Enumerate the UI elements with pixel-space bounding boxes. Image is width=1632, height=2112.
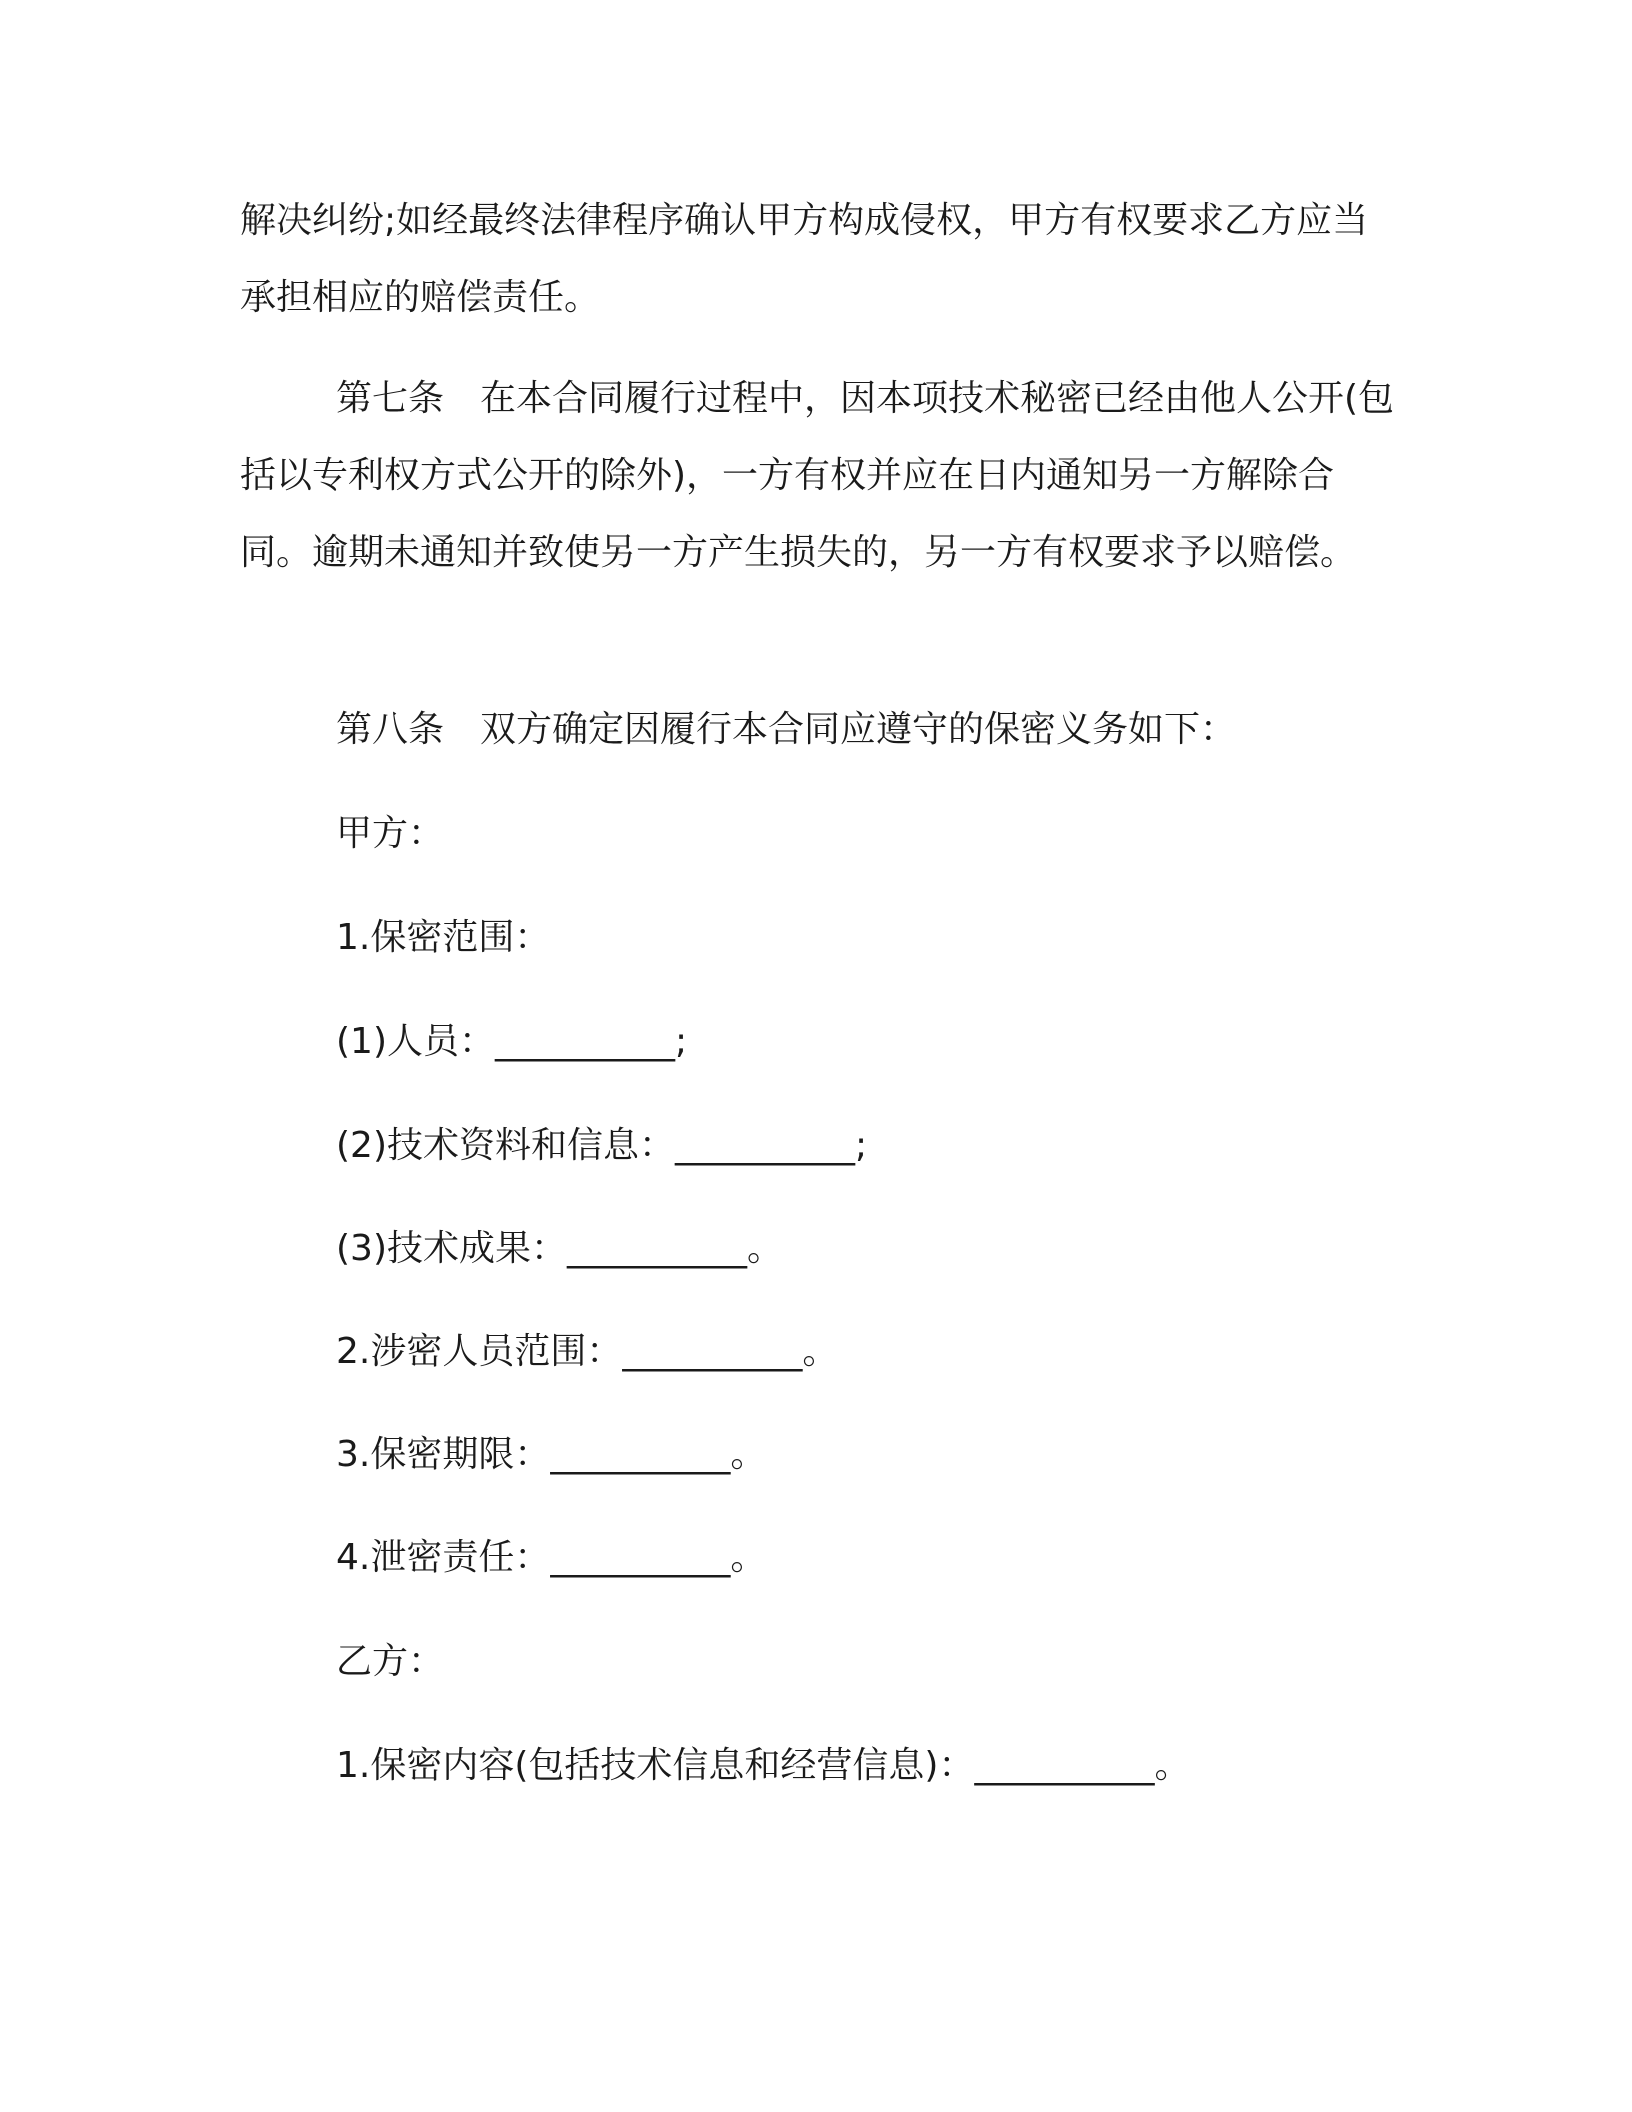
list-item: 1.保密范围： (336, 917, 551, 958)
list-item: 1.保密内容(包括技术信息和经营信息)：__________。 (336, 1745, 1191, 1786)
party-b-label: 乙方： (336, 1641, 445, 1682)
list-item: (3)技术成果：__________。 (336, 1228, 783, 1269)
list-item: 2.涉密人员范围：__________。 (336, 1331, 839, 1372)
list-item: (2)技术资料和信息：__________; (336, 1125, 868, 1166)
paragraph-article-7: 第七条 在本合同履行过程中，因本项技术秘密已经由他人公开(包括以专利权方式公开的除外)，一方有权并应在日内通知另一方解除合同。逾期未通知并致使另一方产生损失的，另一方有权要求予以赔偿。 (240, 378, 1395, 573)
list-item: (1)人员：__________; (336, 1021, 688, 1062)
list-item: 3.保密期限：__________。 (336, 1434, 767, 1475)
list-item: 4.泄密责任：__________。 (336, 1537, 767, 1578)
paragraph-article-8: 第八条 双方确定因履行本合同应遵守的保密义务如下： (336, 709, 1237, 750)
paragraph-continuation: 解决纠纷;如经最终法律程序确认甲方构成侵权，甲方有权要求乙方应当承担相应的赔偿责任。 (240, 200, 1369, 318)
party-a-label: 甲方： (336, 813, 445, 854)
